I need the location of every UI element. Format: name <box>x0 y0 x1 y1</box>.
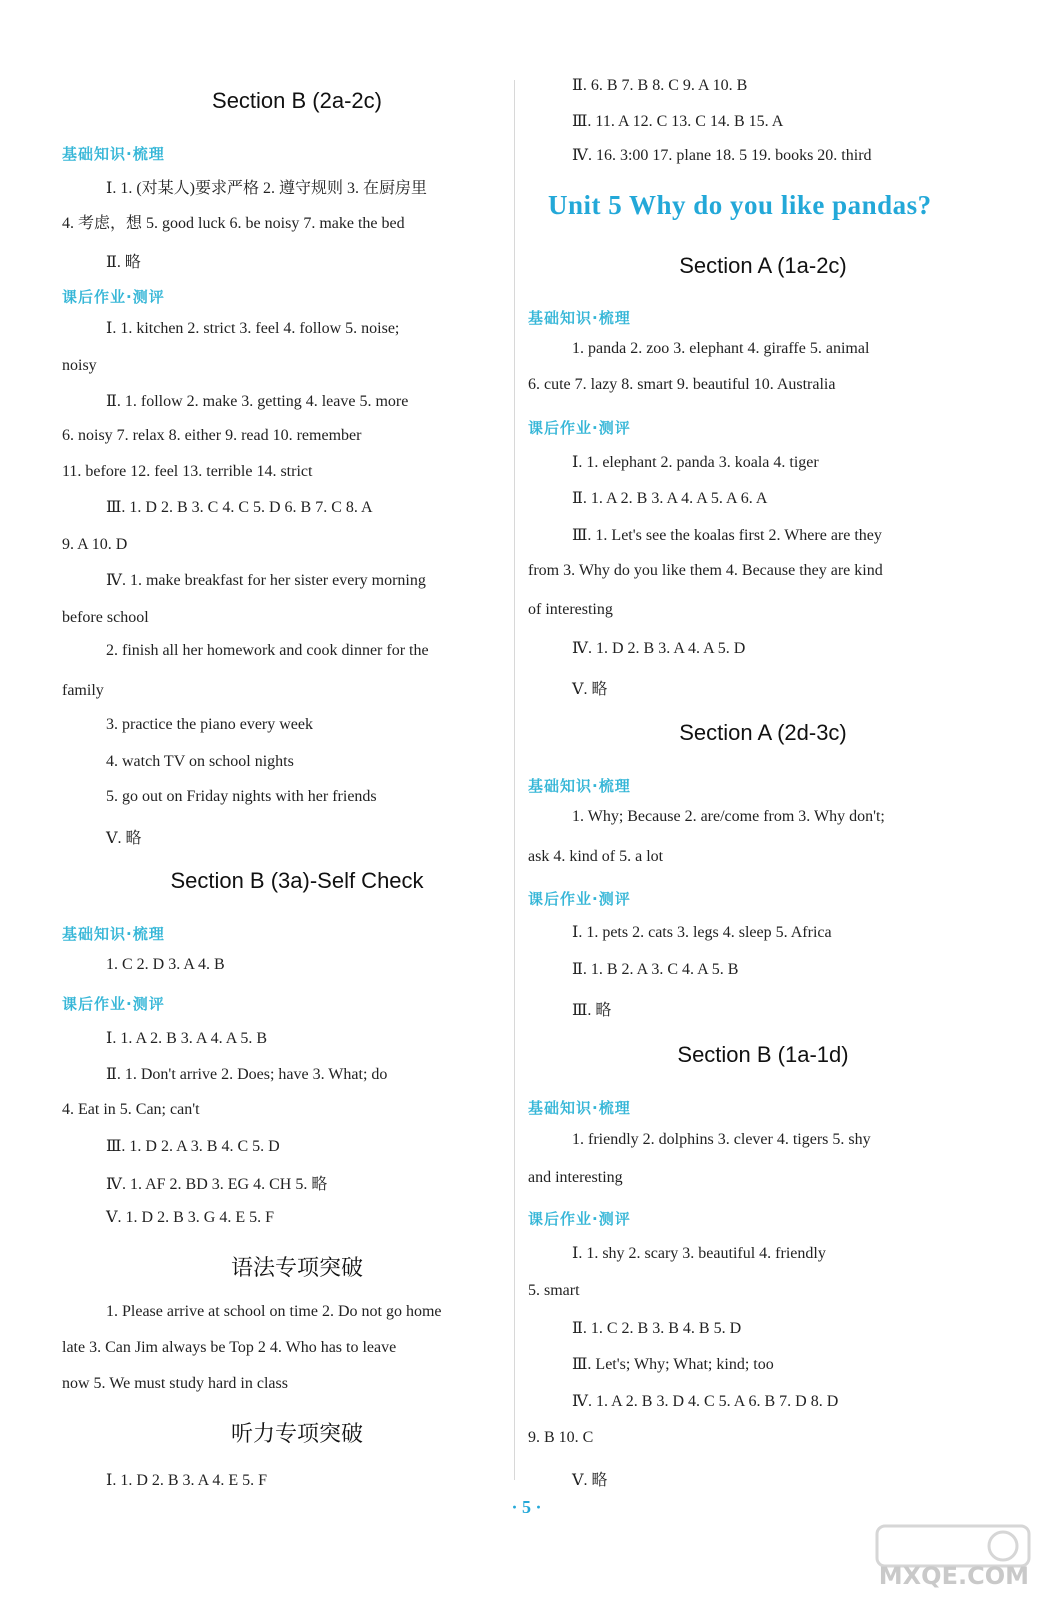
category-tag: 基础知识·梳理 <box>528 1099 631 1117</box>
answer-line: Ⅲ. 11. A 12. C 13. C 14. B 15. A <box>572 113 784 130</box>
answer-line: 3. practice the piano every week <box>106 716 314 733</box>
answer-line: 4. watch TV on school nights <box>106 753 294 770</box>
answer-line: family <box>62 682 104 699</box>
answer-line: noisy <box>62 357 97 374</box>
section-title: 听力专项突破 <box>230 1421 363 1446</box>
category-tag: 课后作业·测评 <box>62 995 165 1013</box>
answer-line: Ⅱ. 1. follow 2. make 3. getting 4. leave 5. more <box>106 393 409 410</box>
answer-line: Ⅴ. 略 <box>572 681 608 698</box>
answer-line: 5. go out on Friday nights with her friends <box>106 788 377 805</box>
answer-line: and interesting <box>528 1169 623 1186</box>
answer-line: Ⅲ. 1. D 2. A 3. B 4. C 5. D <box>106 1138 280 1155</box>
answer-line: Ⅳ. 1. A 2. B 3. D 4. C 5. A 6. B 7. D 8. D <box>572 1393 839 1410</box>
answer-line: Ⅰ. 1. pets 2. cats 3. legs 4. sleep 5. Africa <box>572 924 832 941</box>
page-number: · 5 · <box>511 1497 542 1517</box>
answer-line: Ⅴ. 略 <box>106 830 142 847</box>
category-tag: 课后作业·测评 <box>62 288 165 306</box>
answer-line: ask 4. kind of 5. a lot <box>528 848 664 865</box>
category-tag: 课后作业·测评 <box>528 419 631 437</box>
answer-line: of interesting <box>528 601 613 618</box>
answer-line: 1. friendly 2. dolphins 3. clever 4. tigers 5. shy <box>572 1131 871 1148</box>
category-tag: 基础知识·梳理 <box>528 309 631 327</box>
answer-line: Ⅰ. 1. elephant 2. panda 3. koala 4. tiger <box>572 454 819 471</box>
answer-line: Ⅱ. 1. Don't arrive 2. Does; have 3. What; do <box>106 1066 388 1083</box>
answer-line: 2. finish all her homework and cook dinner for the <box>106 642 429 659</box>
answer-line: Ⅲ. 略 <box>572 1002 612 1019</box>
answer-line: 4. Eat in 5. Can; can't <box>62 1101 200 1118</box>
answer-line: Ⅳ. 1. make breakfast for her sister every morning <box>106 572 426 589</box>
answer-line: before school <box>62 609 149 626</box>
category-tag: 基础知识·梳理 <box>62 925 165 943</box>
answer-line: 1. Why; Because 2. are/come from 3. Why don't; <box>572 808 885 825</box>
category-tag: 课后作业·测评 <box>528 1210 631 1228</box>
section-title: Section B (2a-2c) <box>212 88 382 113</box>
answer-line: from 3. Why do you like them 4. Because they are kind <box>528 562 883 579</box>
section-title: Section A (2d-3c) <box>679 720 847 745</box>
answer-line: Ⅱ. 略 <box>106 254 141 271</box>
answer-line: 11. before 12. feel 13. terrible 14. strict <box>62 463 313 480</box>
answer-line: 9. A 10. D <box>62 536 128 553</box>
answer-line: Ⅱ. 6. B 7. B 8. C 9. A 10. B <box>572 77 748 94</box>
answer-line: 1. C 2. D 3. A 4. B <box>106 956 225 973</box>
answer-line: 5. smart <box>528 1282 580 1299</box>
answer-line: Ⅳ. 1. AF 2. BD 3. EG 4. CH 5. 略 <box>106 1176 328 1193</box>
answer-line: Ⅰ. 1. (对某人)要求严格 2. 遵守规则 3. 在厨房里 <box>106 180 427 197</box>
answer-line: Ⅰ. 1. shy 2. scary 3. beautiful 4. friendly <box>572 1245 826 1262</box>
section-title: Section B (3a)-Self Check <box>170 868 424 893</box>
answer-line: 4. 考虑，想 5. good luck 6. be noisy 7. make the bed <box>62 215 405 232</box>
answer-line: Ⅲ. Let's; Why; What; kind; too <box>572 1356 774 1373</box>
answer-line: 6. cute 7. lazy 8. smart 9. beautiful 10. Australia <box>528 376 836 393</box>
section-title: 语法专项突破 <box>230 1255 363 1280</box>
answer-line: Ⅱ. 1. A 2. B 3. A 4. A 5. A 6. A <box>572 490 768 507</box>
answer-line: Ⅰ. 1. D 2. B 3. A 4. E 5. F <box>106 1472 268 1489</box>
section-title: Section B (1a-1d) <box>677 1042 849 1067</box>
answer-line: Ⅴ. 略 <box>572 1472 608 1489</box>
answer-line: Ⅱ. 1. C 2. B 3. B 4. B 5. D <box>572 1320 742 1337</box>
answer-line: 9. B 10. C <box>528 1429 594 1446</box>
answer-line: Ⅰ. 1. A 2. B 3. A 4. A 5. B <box>106 1030 268 1047</box>
answer-line: Ⅲ. 1. Let's see the koalas first 2. Where are they <box>572 527 882 544</box>
answer-line: 1. Please arrive at school on time 2. Do not go home <box>106 1303 442 1320</box>
category-tag: 课后作业·测评 <box>528 890 631 908</box>
answer-line: Ⅱ. 1. B 2. A 3. C 4. A 5. B <box>572 961 739 978</box>
section-title: Section A (1a-2c) <box>679 253 847 278</box>
category-tag: 基础知识·梳理 <box>62 145 165 163</box>
answer-line: Ⅴ. 1. D 2. B 3. G 4. E 5. F <box>106 1209 275 1226</box>
answer-line: 1. panda 2. zoo 3. elephant 4. giraffe 5. animal <box>572 340 870 357</box>
category-tag: 基础知识·梳理 <box>528 777 631 795</box>
watermark-text: MXQE.COM <box>878 1562 1029 1590</box>
answer-line: late 3. Can Jim always be Top 2 4. Who has to leave <box>62 1339 397 1356</box>
answer-line: 6. noisy 7. relax 8. either 9. read 10. remember <box>62 427 362 444</box>
answer-line: Ⅰ. 1. kitchen 2. strict 3. feel 4. follow 5. noise; <box>106 320 400 337</box>
unit-title: Unit 5 Why do you like pandas? <box>548 190 932 220</box>
answer-line: now 5. We must study hard in class <box>62 1375 288 1392</box>
answer-line: Ⅳ. 16. 3:00 17. plane 18. 5 19. books 20. third <box>572 147 872 164</box>
answer-line: Ⅳ. 1. D 2. B 3. A 4. A 5. D <box>572 640 746 657</box>
answer-line: Ⅲ. 1. D 2. B 3. C 4. C 5. D 6. B 7. C 8. A <box>106 499 373 516</box>
